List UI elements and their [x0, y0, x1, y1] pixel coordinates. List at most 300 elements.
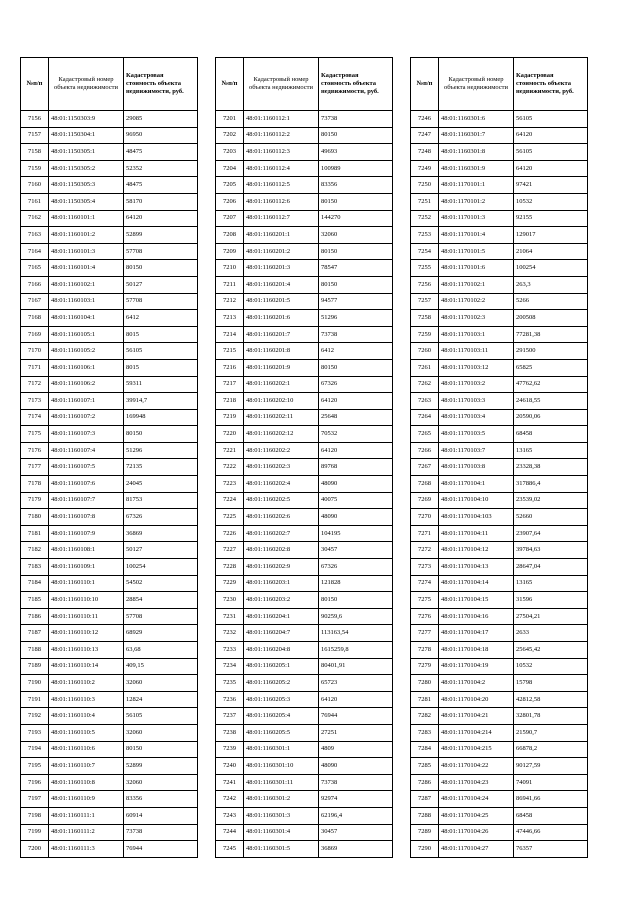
cadastral-number: 48:01:1170104:10 — [439, 492, 514, 509]
row-number: 7246 — [411, 111, 439, 128]
cadastral-number: 48:01:1160301:5 — [244, 841, 319, 858]
row-number: 7211 — [216, 276, 244, 293]
row-number: 7226 — [216, 525, 244, 542]
table-row — [21, 144, 198, 161]
cadastral-number: 48:01:1170104:22 — [439, 758, 514, 775]
cadastral-number: 48:01:1160201:1 — [244, 227, 319, 244]
table-row — [216, 509, 393, 526]
cadastral-number: 48:01:1160205:5 — [244, 724, 319, 741]
cadastral-value: 57708 — [124, 293, 198, 310]
cadastral-value: 100254 — [124, 559, 198, 576]
table-row — [411, 210, 588, 227]
cadastral-number: 48:01:1160111:3 — [49, 841, 124, 858]
cadastral-number: 48:01:1170104:214 — [439, 724, 514, 741]
cadastral-value: 77281,38 — [514, 326, 588, 343]
cadastral-number: 48:01:1160111:2 — [49, 824, 124, 841]
cadastral-value: 97421 — [514, 177, 588, 194]
row-number: 7247 — [411, 127, 439, 144]
table-row — [21, 227, 198, 244]
table-row — [411, 343, 588, 360]
table-row — [216, 575, 393, 592]
cadastral-value: 76357 — [514, 841, 588, 858]
table-row — [21, 127, 198, 144]
cadastral-table-1 — [20, 57, 198, 858]
cadastral-value: 48090 — [319, 476, 393, 493]
cadastral-number: 48:01:1160112:4 — [244, 160, 319, 177]
row-number: 7158 — [21, 144, 49, 161]
table-row — [21, 509, 198, 526]
cadastral-value: 86941,66 — [514, 791, 588, 808]
table-row — [411, 575, 588, 592]
cadastral-value: 58170 — [124, 193, 198, 210]
cadastral-number: 48:01:1170104:13 — [439, 559, 514, 576]
cadastral-value: 73738 — [319, 326, 393, 343]
table-row — [21, 642, 198, 659]
cadastral-number: 48:01:1160110:7 — [49, 758, 124, 775]
row-number: 7183 — [21, 559, 49, 576]
cadastral-number: 48:01:1170101:5 — [439, 243, 514, 260]
row-number: 7275 — [411, 592, 439, 609]
cadastral-number: 48:01:1160110:13 — [49, 642, 124, 659]
row-number: 7252 — [411, 210, 439, 227]
cadastral-number: 48:01:1160110:11 — [49, 608, 124, 625]
cadastral-value: 23328,38 — [514, 459, 588, 476]
table-row — [411, 127, 588, 144]
table-row — [21, 359, 198, 376]
table-row — [216, 559, 393, 576]
cadastral-number: 48:01:1160105:2 — [49, 343, 124, 360]
cadastral-number: 48:01:1160107:4 — [49, 442, 124, 459]
row-number: 7243 — [216, 807, 244, 824]
cadastral-value: 80150 — [124, 426, 198, 443]
cadastral-value: 52352 — [124, 160, 198, 177]
table-row — [216, 791, 393, 808]
cadastral-number: 48:01:1160110:10 — [49, 592, 124, 609]
row-number: 7274 — [411, 575, 439, 592]
cadastral-value: 32060 — [124, 675, 198, 692]
row-number: 7204 — [216, 160, 244, 177]
cadastral-value: 64120 — [124, 210, 198, 227]
header-row — [21, 58, 198, 111]
cadastral-number: 48:01:1150305:1 — [49, 144, 124, 161]
table-row — [216, 741, 393, 758]
row-number: 7161 — [21, 193, 49, 210]
table-row — [411, 758, 588, 775]
cadastral-number: 48:01:1160202:11 — [244, 409, 319, 426]
cadastral-value: 68929 — [124, 625, 198, 642]
row-number: 7222 — [216, 459, 244, 476]
cadastral-value: 60914 — [124, 807, 198, 824]
row-number: 7192 — [21, 708, 49, 725]
cadastral-number: 48:01:1160301:4 — [244, 824, 319, 841]
cadastral-number: 48:01:1160101:3 — [49, 243, 124, 260]
cadastral-value: 89768 — [319, 459, 393, 476]
cadastral-value: 56105 — [124, 343, 198, 360]
cadastral-value: 80150 — [319, 193, 393, 210]
row-number: 7215 — [216, 343, 244, 360]
row-number: 7248 — [411, 144, 439, 161]
table-row — [21, 625, 198, 642]
cadastral-value: 113163,54 — [319, 625, 393, 642]
cadastral-number: 48:01:1170101:6 — [439, 260, 514, 277]
cadastral-value: 67326 — [124, 509, 198, 526]
cadastral-number: 48:01:1150305:4 — [49, 193, 124, 210]
table-row — [216, 359, 393, 376]
cadastral-number: 48:01:1160103:1 — [49, 293, 124, 310]
table-row — [216, 310, 393, 327]
table-row — [21, 160, 198, 177]
cadastral-value: 32060 — [319, 227, 393, 244]
table-row — [21, 111, 198, 128]
table-row — [21, 807, 198, 824]
row-number: 7244 — [216, 824, 244, 841]
row-number: 7209 — [216, 243, 244, 260]
cadastral-value: 13165 — [514, 442, 588, 459]
cadastral-number: 48:01:1170101:4 — [439, 227, 514, 244]
cadastral-number: 48:01:1160110:4 — [49, 708, 124, 725]
row-number: 7238 — [216, 724, 244, 741]
cadastral-number: 48:01:1160301:10 — [244, 758, 319, 775]
cadastral-number: 48:01:1170104:17 — [439, 625, 514, 642]
row-number: 7266 — [411, 442, 439, 459]
table-row — [216, 326, 393, 343]
cadastral-value: 64120 — [319, 393, 393, 410]
row-number: 7278 — [411, 642, 439, 659]
table-row — [411, 442, 588, 459]
cadastral-value: 25648 — [319, 409, 393, 426]
row-number: 7233 — [216, 642, 244, 659]
table-row — [21, 708, 198, 725]
table-row — [216, 459, 393, 476]
table-row — [21, 310, 198, 327]
row-number: 7194 — [21, 741, 49, 758]
cadastral-number: 48:01:1160301:2 — [244, 791, 319, 808]
cadastral-value: 1615259,8 — [319, 642, 393, 659]
cadastral-value: 80150 — [319, 359, 393, 376]
row-number: 7157 — [21, 127, 49, 144]
table-row — [216, 542, 393, 559]
table-row — [216, 724, 393, 741]
row-number: 7160 — [21, 177, 49, 194]
cadastral-number: 48:01:1160301:6 — [439, 111, 514, 128]
cadastral-number: 48:01:1170104:16 — [439, 608, 514, 625]
table-row — [21, 293, 198, 310]
table-row — [21, 492, 198, 509]
cadastral-number: 48:01:1160201:3 — [244, 260, 319, 277]
header-cadastral-value: Кадастровая стоимость объекта недвижимости, руб. — [514, 58, 588, 111]
cadastral-number: 48:01:1160107:7 — [49, 492, 124, 509]
row-number: 7196 — [21, 774, 49, 791]
cadastral-value: 20590,06 — [514, 409, 588, 426]
cadastral-value: 28647,04 — [514, 559, 588, 576]
row-number: 7216 — [216, 359, 244, 376]
row-number: 7179 — [21, 492, 49, 509]
header-cadastral-number: Кадастровый номер объекта недвижимости — [244, 58, 319, 111]
table-row — [216, 442, 393, 459]
table-row — [411, 459, 588, 476]
table-row — [216, 774, 393, 791]
cadastral-value: 52660 — [514, 509, 588, 526]
table-row — [411, 841, 588, 858]
row-number: 7218 — [216, 393, 244, 410]
table-row — [411, 293, 588, 310]
cadastral-number: 48:01:1160301:8 — [439, 144, 514, 161]
cadastral-value: 8015 — [124, 326, 198, 343]
table-row — [21, 193, 198, 210]
row-number: 7251 — [411, 193, 439, 210]
cadastral-value: 65723 — [319, 675, 393, 692]
header-cadastral-value: Кадастровая стоимость объекта недвижимости, руб. — [319, 58, 393, 111]
table-row — [21, 459, 198, 476]
cadastral-number: 48:01:1160201:6 — [244, 310, 319, 327]
cadastral-value: 80150 — [319, 243, 393, 260]
row-number: 7167 — [21, 293, 49, 310]
cadastral-value: 28854 — [124, 592, 198, 609]
cadastral-value: 92974 — [319, 791, 393, 808]
row-number: 7220 — [216, 426, 244, 443]
cadastral-value: 48475 — [124, 144, 198, 161]
cadastral-number: 48:01:1160112:7 — [244, 210, 319, 227]
row-number: 7253 — [411, 227, 439, 244]
cadastral-value: 4809 — [319, 741, 393, 758]
row-number: 7171 — [21, 359, 49, 376]
cadastral-number: 48:01:1160110:6 — [49, 741, 124, 758]
row-number: 7250 — [411, 177, 439, 194]
cadastral-number: 48:01:1170103:2 — [439, 376, 514, 393]
row-number: 7276 — [411, 608, 439, 625]
cadastral-number: 48:01:1160101:1 — [49, 210, 124, 227]
row-number: 7184 — [21, 575, 49, 592]
row-number: 7254 — [411, 243, 439, 260]
cadastral-number: 48:01:1160102:1 — [49, 276, 124, 293]
cadastral-number: 48:01:1170104:27 — [439, 841, 514, 858]
cadastral-value: 83356 — [319, 177, 393, 194]
cadastral-value: 76944 — [319, 708, 393, 725]
cadastral-number: 48:01:1160202:4 — [244, 476, 319, 493]
cadastral-number: 48:01:1170104:15 — [439, 592, 514, 609]
table-row — [411, 675, 588, 692]
table-row — [216, 608, 393, 625]
table-row — [411, 625, 588, 642]
table-row — [21, 426, 198, 443]
row-number: 7224 — [216, 492, 244, 509]
cadastral-number: 48:01:1170101:3 — [439, 210, 514, 227]
cadastral-value: 81753 — [124, 492, 198, 509]
cadastral-value: 83356 — [124, 791, 198, 808]
table-row — [411, 359, 588, 376]
row-number: 7229 — [216, 575, 244, 592]
cadastral-value: 64120 — [319, 442, 393, 459]
table-row — [411, 741, 588, 758]
row-number: 7270 — [411, 509, 439, 526]
cadastral-value: 48475 — [124, 177, 198, 194]
table-row — [411, 559, 588, 576]
row-number: 7189 — [21, 658, 49, 675]
table-row — [21, 326, 198, 343]
cadastral-value: 10532 — [514, 658, 588, 675]
cadastral-value: 263,3 — [514, 276, 588, 293]
cadastral-number: 48:01:1160107:1 — [49, 393, 124, 410]
row-number: 7195 — [21, 758, 49, 775]
cadastral-value: 121828 — [319, 575, 393, 592]
row-number: 7202 — [216, 127, 244, 144]
cadastral-number: 48:01:1160205:4 — [244, 708, 319, 725]
header-number: №п/п — [21, 58, 49, 111]
row-number: 7213 — [216, 310, 244, 327]
cadastral-value: 52899 — [124, 758, 198, 775]
cadastral-value: 31596 — [514, 592, 588, 609]
row-number: 7188 — [21, 642, 49, 659]
table-row — [411, 724, 588, 741]
cadastral-value: 56105 — [124, 708, 198, 725]
cadastral-value: 64120 — [514, 160, 588, 177]
cadastral-value: 68458 — [514, 807, 588, 824]
cadastral-value: 72135 — [124, 459, 198, 476]
cadastral-value: 48090 — [319, 758, 393, 775]
cadastral-number: 48:01:1160101:2 — [49, 227, 124, 244]
row-number: 7177 — [21, 459, 49, 476]
row-number: 7169 — [21, 326, 49, 343]
table-row — [21, 658, 198, 675]
row-number: 7199 — [21, 824, 49, 841]
row-number: 7283 — [411, 724, 439, 741]
cadastral-number: 48:01:1160205:1 — [244, 658, 319, 675]
cadastral-value: 5266 — [514, 293, 588, 310]
row-number: 7260 — [411, 343, 439, 360]
cadastral-value: 32801,78 — [514, 708, 588, 725]
table-row — [216, 625, 393, 642]
header-number: №п/п — [411, 58, 439, 111]
cadastral-number: 48:01:1160201:5 — [244, 293, 319, 310]
header-number: №п/п — [216, 58, 244, 111]
cadastral-value: 54502 — [124, 575, 198, 592]
table-row — [21, 542, 198, 559]
row-number: 7240 — [216, 758, 244, 775]
table-row — [216, 127, 393, 144]
row-number: 7173 — [21, 393, 49, 410]
cadastral-number: 48:01:1160107:8 — [49, 509, 124, 526]
cadastral-number: 48:01:1160112:2 — [244, 127, 319, 144]
cadastral-value: 57708 — [124, 608, 198, 625]
row-number: 7284 — [411, 741, 439, 758]
header-row — [411, 58, 588, 111]
cadastral-number: 48:01:1160108:1 — [49, 542, 124, 559]
table-row — [21, 741, 198, 758]
cadastral-number: 48:01:1160202:5 — [244, 492, 319, 509]
row-number: 7268 — [411, 476, 439, 493]
cadastral-number: 48:01:1170102:1 — [439, 276, 514, 293]
row-number: 7282 — [411, 708, 439, 725]
row-number: 7182 — [21, 542, 49, 559]
row-number: 7281 — [411, 691, 439, 708]
cadastral-number: 48:01:1160202:10 — [244, 393, 319, 410]
cadastral-value: 64120 — [514, 127, 588, 144]
cadastral-value: 80150 — [124, 741, 198, 758]
row-number: 7165 — [21, 260, 49, 277]
table-row — [216, 426, 393, 443]
table-row — [216, 343, 393, 360]
cadastral-number: 48:01:1170104:215 — [439, 741, 514, 758]
row-number: 7170 — [21, 343, 49, 360]
cadastral-number: 48:01:1160301:9 — [439, 160, 514, 177]
row-number: 7207 — [216, 210, 244, 227]
cadastral-value: 32060 — [124, 774, 198, 791]
cadastral-value: 57708 — [124, 243, 198, 260]
table-row — [216, 841, 393, 858]
cadastral-value: 73738 — [319, 774, 393, 791]
header-cadastral-value: Кадастровая стоимость объекта недвижимости, руб. — [124, 58, 198, 111]
row-number: 7271 — [411, 525, 439, 542]
cadastral-value: 30457 — [319, 542, 393, 559]
table-row — [411, 243, 588, 260]
row-number: 7223 — [216, 476, 244, 493]
cadastral-number: 48:01:1170102:2 — [439, 293, 514, 310]
row-number: 7245 — [216, 841, 244, 858]
cadastral-number: 48:01:1160112:1 — [244, 111, 319, 128]
table-row — [216, 525, 393, 542]
cadastral-number: 48:01:1150305:2 — [49, 160, 124, 177]
table-row — [411, 426, 588, 443]
cadastral-number: 48:01:1170104:2 — [439, 675, 514, 692]
row-number: 7279 — [411, 658, 439, 675]
cadastral-value: 51296 — [124, 442, 198, 459]
table-row — [411, 177, 588, 194]
cadastral-number: 48:01:1170104:1 — [439, 476, 514, 493]
cadastral-number: 48:01:1170102:3 — [439, 310, 514, 327]
row-number: 7210 — [216, 260, 244, 277]
table-row — [216, 758, 393, 775]
row-number: 7277 — [411, 625, 439, 642]
cadastral-value: 25645,42 — [514, 642, 588, 659]
table-row — [411, 509, 588, 526]
cadastral-number: 48:01:1160202:3 — [244, 459, 319, 476]
table-row — [21, 774, 198, 791]
cadastral-number: 48:01:1170104:24 — [439, 791, 514, 808]
cadastral-number: 48:01:1150303:9 — [49, 111, 124, 128]
table-row — [411, 824, 588, 841]
cadastral-number: 48:01:1160202:1 — [244, 376, 319, 393]
cadastral-number: 48:01:1160104:1 — [49, 310, 124, 327]
cadastral-number: 48:01:1160106:2 — [49, 376, 124, 393]
table-row — [21, 243, 198, 260]
table-row — [216, 193, 393, 210]
row-number: 7280 — [411, 675, 439, 692]
table-row — [216, 243, 393, 260]
table-row — [216, 658, 393, 675]
table-row — [21, 559, 198, 576]
header-cadastral-number: Кадастровый номер объекта недвижимости — [439, 58, 514, 111]
cadastral-value: 80150 — [124, 260, 198, 277]
cadastral-number: 48:01:1160112:3 — [244, 144, 319, 161]
row-number: 7186 — [21, 608, 49, 625]
cadastral-number: 48:01:1150304:1 — [49, 127, 124, 144]
cadastral-value: 80150 — [319, 127, 393, 144]
row-number: 7258 — [411, 310, 439, 327]
cadastral-number: 48:01:1160203:2 — [244, 592, 319, 609]
header-row — [216, 58, 393, 111]
row-number: 7168 — [21, 310, 49, 327]
cadastral-number: 48:01:1170103:8 — [439, 459, 514, 476]
table-row — [21, 675, 198, 692]
cadastral-value: 40075 — [319, 492, 393, 509]
cadastral-value: 96950 — [124, 127, 198, 144]
cadastral-number: 48:01:1160201:9 — [244, 359, 319, 376]
cadastral-number: 48:01:1170104:25 — [439, 807, 514, 824]
row-number: 7230 — [216, 592, 244, 609]
row-number: 7255 — [411, 260, 439, 277]
cadastral-value: 80150 — [319, 592, 393, 609]
table-row — [411, 310, 588, 327]
